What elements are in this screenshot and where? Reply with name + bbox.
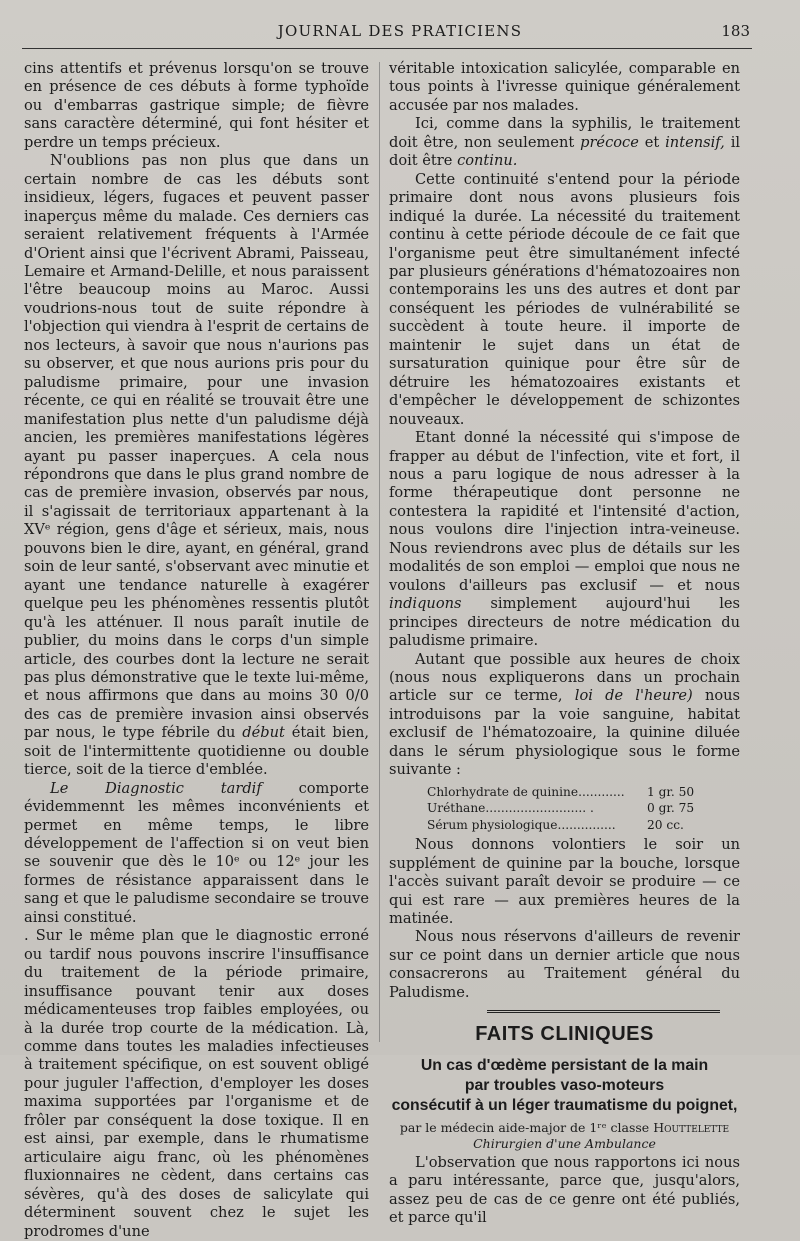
ingredient-qty: 0 gr. 75 bbox=[647, 801, 695, 816]
journal-title: JOURNAL DES PRATICIENS bbox=[277, 22, 523, 40]
section-rule bbox=[487, 1010, 720, 1015]
prescription-row bbox=[427, 784, 727, 801]
column-separator bbox=[379, 62, 380, 1042]
ingredient-name: Chlorhydrate de quinine............ bbox=[427, 784, 625, 799]
left-paragraph-4: . Sur le même plan que le diagnostic erroné ou tardif nous pouvons inscrire l'insuffisance du traitement de la période primaire, insuffisance pouvant tenir aux doses médicamenteuses trop faibles employées, ou à la durée trop courte de la médication. Là, comme dans toutes les maladies infectieuses à traitement spécifique, on est souvent obligé pour juguler l'affection, d'employer les doses maxima supportées par l'organisme et de frôler par conséquent la dose toxique. Il en est ainsi, par exemple, dans le rhumatisme articulaire aigu franc, où les phénomènes fluxionnaires ne cèdent, dans certains cas sévères, qu'à des doses de salicylate qui déterminent souvent chez le sujet les prodromes d'une bbox=[24, 927, 369, 1240]
author-affiliation: Chirurgien d'une Ambulance bbox=[473, 1135, 656, 1151]
ingredient-qty: 1 gr. 50 bbox=[647, 784, 695, 799]
article-byline: par le médecin aide-major de 1ʳᵉ classe Houttelette bbox=[399, 1119, 730, 1135]
ingredient-qty: 20 cc. bbox=[647, 817, 684, 832]
prescription-table bbox=[427, 784, 727, 834]
ingredient-name: Sérum physiologique............... bbox=[427, 817, 616, 832]
right-paragraph-2: Ici, comme dans la syphilis, le traitement doit être, non seulement précoce et intensif, il doit être continu. bbox=[389, 115, 741, 170]
right-paragraph-6: Nous donnons volontiers le soir un supplément de quinine par la bouche, lorsque l'accès suivant paraît devoir se produire — ce qui est rare — aux premières heures de la matinée. bbox=[389, 836, 740, 927]
running-head bbox=[0, 22, 800, 44]
right-paragraph-4: Etant donné la nécessité qui s'impose de frapper au début de l'infection, vite et fort, il nous a paru logique de nous adresser à la forme thérapeutique dont personne ne contestera la rapidité et l'intensité d'action, nous voulons dire l'injection intra-veineuse. Nous reviendrons avec plus de détails sur les modalités de son emploi — emploi que nous ne voulons d'ailleurs pas exclusif — et nous indiquons simplement aujourd'hui les principes directeurs de notre médication du paludisme primaire. bbox=[389, 429, 740, 650]
emphasis-diagnostic-tardif: Le Diagnostic tardif bbox=[50, 779, 262, 797]
prescription-row bbox=[427, 800, 727, 817]
article-title: Un cas d'œdème persistant de la main par troubles vaso-moteurs consécutif à un léger traumatisme du poignet, bbox=[391, 1056, 738, 1114]
right-paragraph-7: Nous nous réservons d'ailleurs de revenir sur ce point dans un dernier article que nous consacrerons au Traitement général du Paludisme. bbox=[389, 928, 740, 1001]
section-title: FAITS CLINIQUES bbox=[475, 1023, 654, 1046]
right-paragraph-5: Autant que possible aux heures de choix (nous nous expliquerons dans un prochain article sur ce terme, loi de l'heure) nous introduisons par la voie sanguine, habitat exclusif de l'hématozoaire, la quinine diluée dans le sérum physiologique sous le forme suivante : bbox=[389, 650, 741, 779]
ingredient-name: Uréthane.......................... . bbox=[427, 801, 594, 816]
prescription-row bbox=[427, 817, 727, 834]
left-paragraph-2: N'oublions pas non plus que dans un certain nombre de cas les débuts sont insidieux, légers, fugaces et peuvent passer inaperçus même du malade. Ces derniers cas seraient relativement fréquents à l'Armée d'Orient ainsi que l'écrivent Abrami, Paisseau, Lemaire et Armand-Delille, et nous paraissent l'être beaucoup moins au Maroc. Aussi voudrions-nous tout de suite répondre à l'objection qui viendra à l'esprit de certains de nos lecteurs, à savoir que nous n'aurions pas su observer, et que nous aurions pris pour du paludisme primaire, pour une invasion récente, ce qui en réalité se trouvait être une manifestation plus nette d'un paludisme déjà ancien, les premières manifestations légères ayant pu passer inaperçues. A cela nous répondrons que dans le plus grand nombre de cas de première invasion, observés par nous, il s'agissait de territoriaux appartenant à la XVᵉ région, gens d'âge et sérieux, mais, nous pouvons bien le dire, ayant, en général, grand soin de leur santé, s'observant avec minutie et ayant une tendance naturelle à exagérer quelque peu les phénomènes ressentis plutôt qu'à les atténuer. Il nous paraît inutile de publier, du moins dans le corps d'un simple article, des courbes dont la lecture ne serait pas plus démonstrative que le texte lui-même, et nous affirmons que dans au moins 30 0/0 des cas de première invasion ainsi observés par nous, le type fébrile du début était bien, soit de l'intermittente quotidienne ou double tierce, soit de la tierce d'emblée. bbox=[24, 152, 370, 779]
left-paragraph-3: Le Diagnostic tardif comporte évidemmennt les mêmes inconvénients et permet en même temps, le libre développement de l'affection si on veut bien se souvenir que dès le 10ᵉ ou 12ᵉ jour les formes de résistance apparaissent dans le sang et que le paludisme secondaire se trouve ainsi constitué. bbox=[24, 779, 369, 926]
author-name: Houttelette bbox=[653, 1119, 730, 1135]
left-column bbox=[24, 60, 369, 1241]
right-paragraph-1: véritable intoxication salicylée, comparable en tous points à l'ivresse quinique généralement accusée par nos malades. bbox=[389, 60, 740, 114]
emphasis-debut: début bbox=[242, 724, 285, 742]
page-number: 183 bbox=[721, 22, 750, 40]
right-column bbox=[389, 60, 740, 1228]
right-paragraph-3: Cette continuité s'entend pour la période primaire dont nous avons plusieurs fois indiqué la durée. La nécessité du traitement continu à cette période découle de ce fait que l'organisme peut être simultanément infecté par plusieurs générations d'hématozoaires non contemporains les uns des autres et dont par conséquent les périodes de vulnérabilité se succèdent à toute heure. il importe de maintenir le sujet dans un état de sursaturation quinique pour être sûr de détruire les hématozoaires existants et d'empêcher le développement de schizontes nouveaux. bbox=[389, 170, 740, 428]
header-rule bbox=[22, 48, 752, 49]
right-paragraph-8: L'observation que nous rapportons ici nous a paru intéressante, parce que, jusqu'alors, assez peu de cas de ce genre ont été publiés, et parce qu'il bbox=[389, 1153, 740, 1227]
left-paragraph-1: cins attentifs et prévenus lorsqu'on se trouve en présence de ces débuts à forme typhoïde ou d'embarras gastrique simple; de fièvre sans caractère déterminé, qui font hésiter et perdre un temps précieux. bbox=[24, 60, 369, 151]
